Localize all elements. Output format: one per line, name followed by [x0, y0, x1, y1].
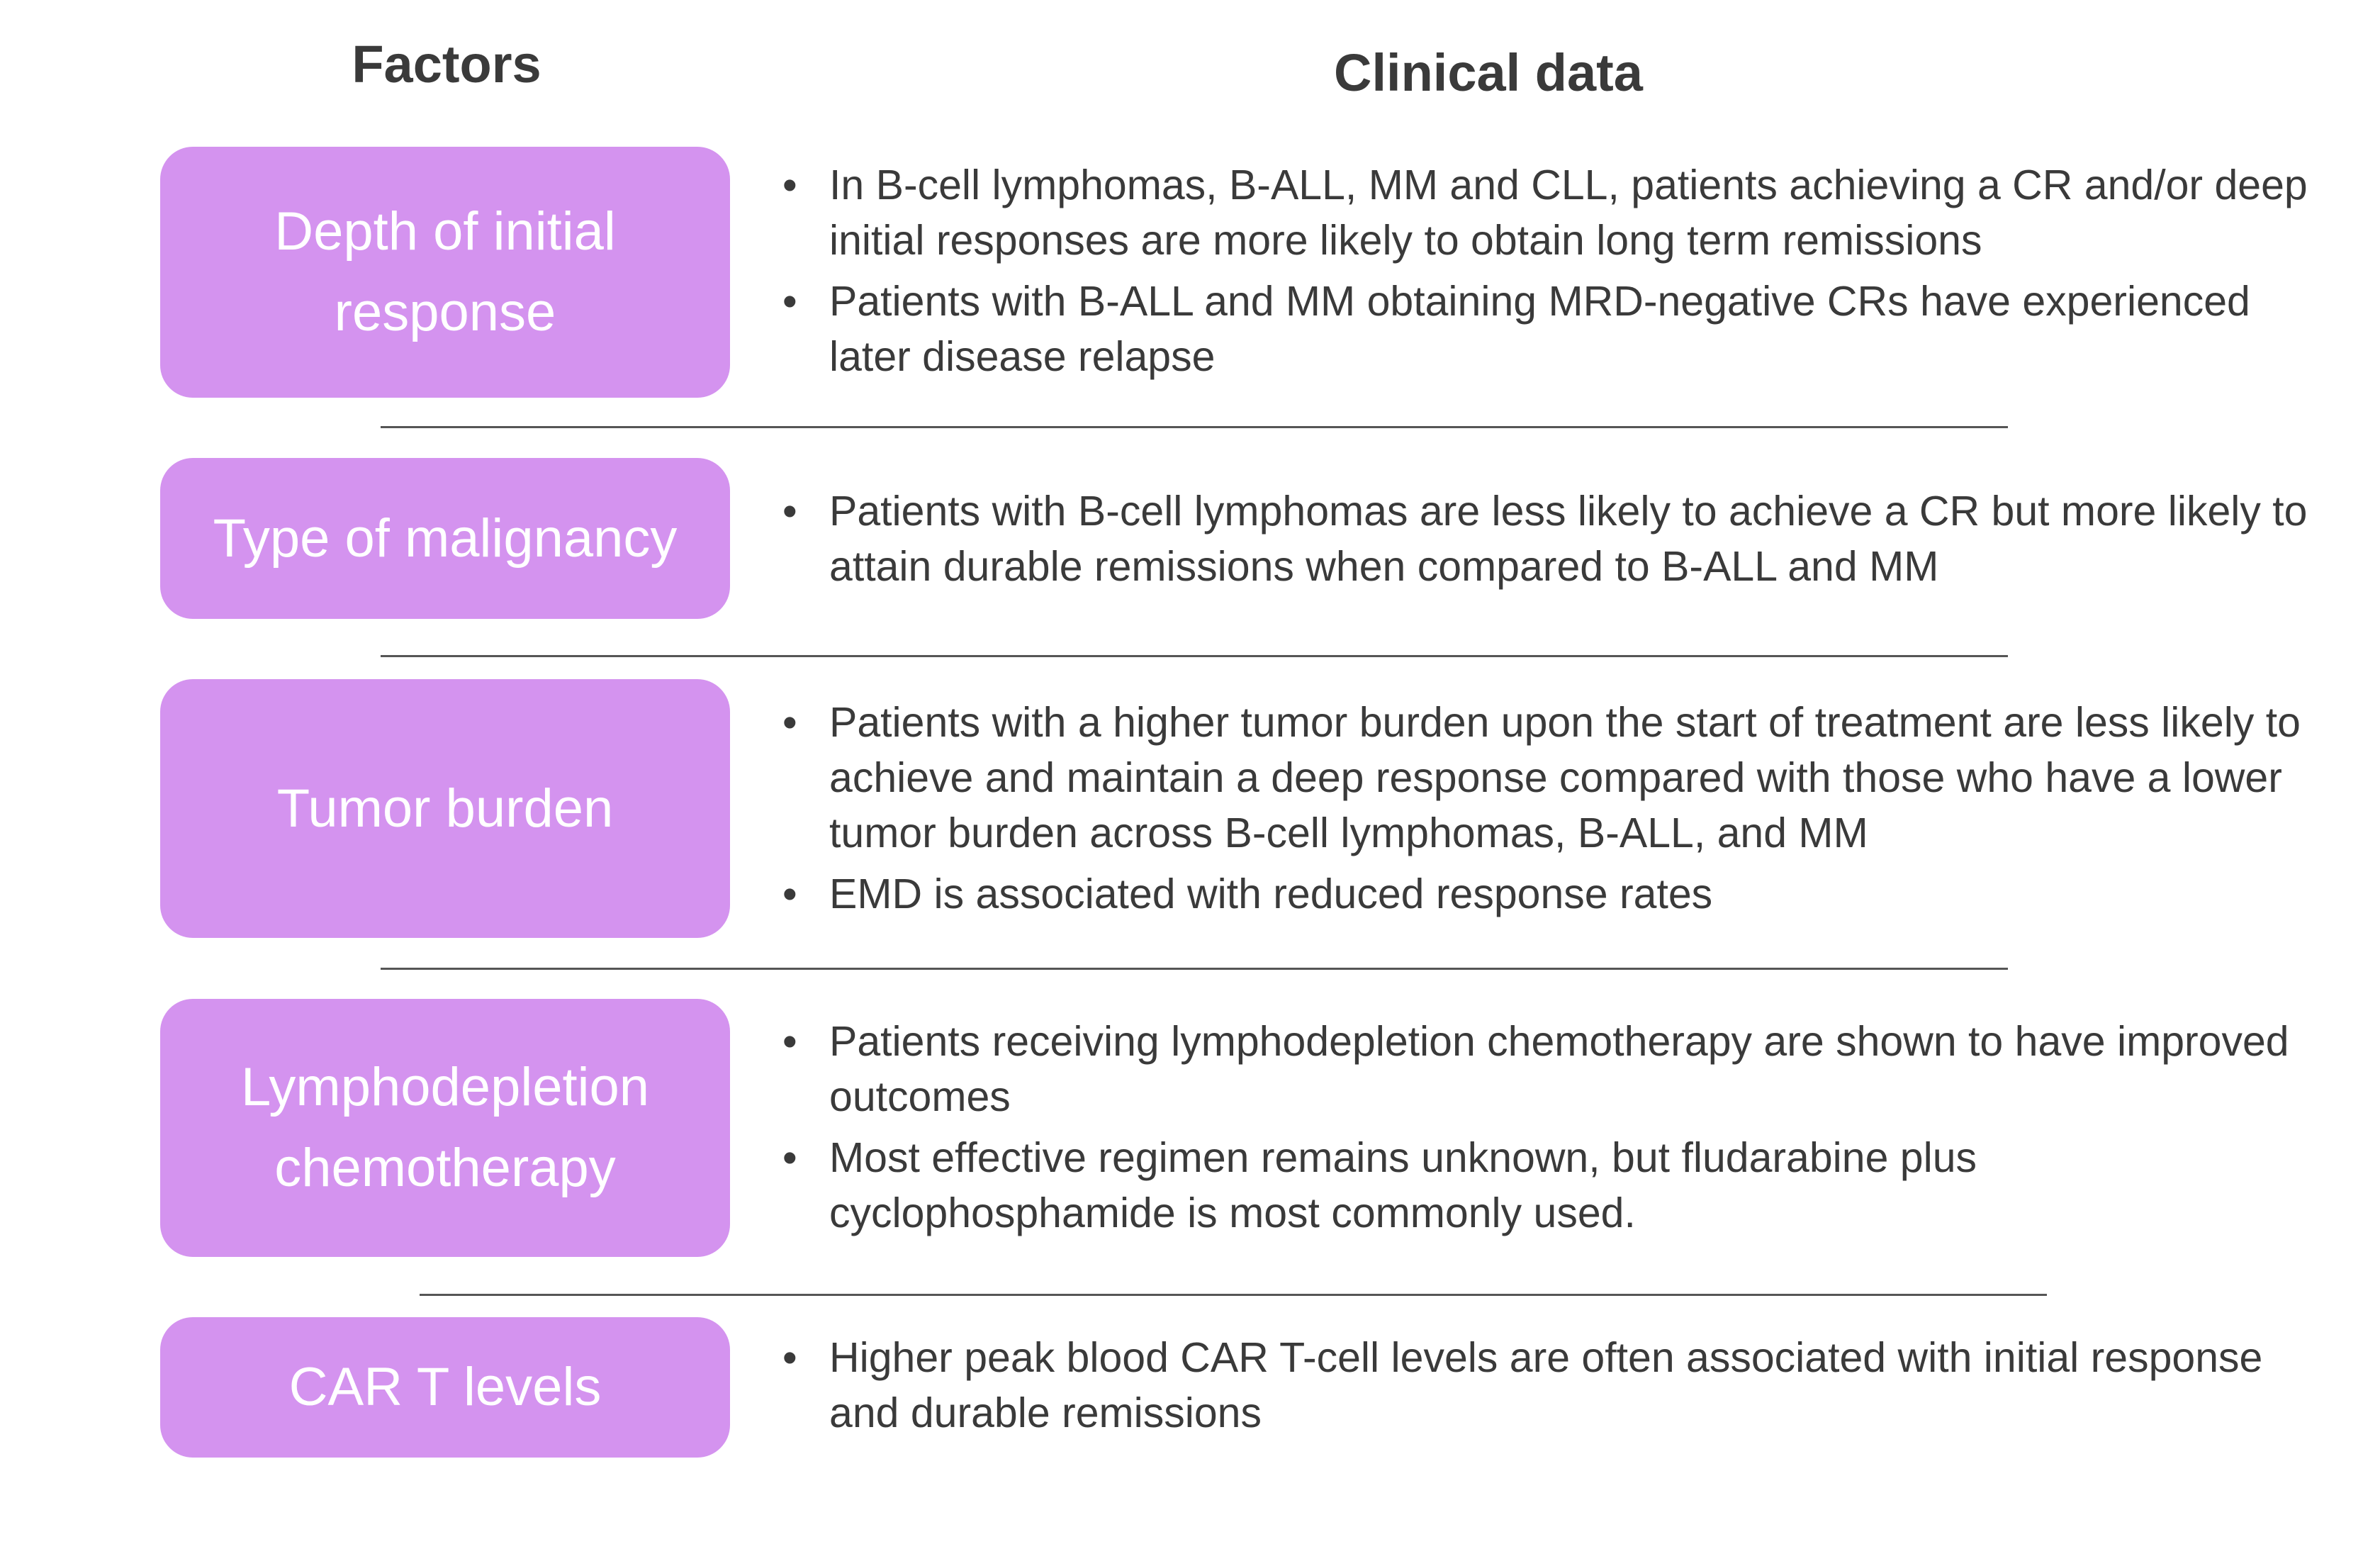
- bullet-icon: •: [782, 1334, 797, 1381]
- row-divider: [381, 655, 2008, 657]
- clinical-list-car-t-levels: [780, 1330, 2325, 1446]
- clinical-point: [780, 483, 2325, 594]
- clinical-data-header: Clinical data: [1334, 43, 1643, 102]
- bullet-icon: •: [782, 871, 797, 917]
- clinical-point: [780, 1130, 2325, 1241]
- clinical-point-text: Patients with B-ALL and MM obtaining MRD-negative CRs have experienced later disease relapse: [829, 278, 2250, 380]
- factor-label: Tumor burden: [276, 778, 614, 839]
- clinical-point-text: Patients receiving lymphodepletion chemotherapy are shown to have improved outcomes: [829, 1018, 2289, 1120]
- clinical-point-text: In B-cell lymphomas, B-ALL, MM and CLL, patients achieving a CR and/or deep initial responses are more likely to obtain long term remissions: [829, 162, 2308, 264]
- bullet-icon: •: [782, 162, 797, 208]
- factor-box-tumor-burden: [160, 679, 730, 938]
- factors-header: Factors: [352, 35, 541, 94]
- clinical-list-lymphodepletion-chemotherapy: [780, 1014, 2325, 1246]
- factor-label: Type of malignancy: [213, 508, 678, 569]
- factor-box-car-t-levels: [160, 1317, 730, 1458]
- clinical-list-tumor-burden: [780, 695, 2325, 927]
- clinical-point: [780, 274, 2325, 384]
- bullet-icon: •: [782, 1134, 797, 1181]
- row-divider: [420, 1294, 2047, 1296]
- bullet-icon: •: [782, 699, 797, 746]
- factor-label: Depth of initial response: [274, 201, 616, 342]
- factor-box-depth-of-initial-response: [160, 147, 730, 398]
- factor-label: CAR T levels: [288, 1357, 602, 1417]
- factor-box-type-of-malignancy: [160, 458, 730, 619]
- row-divider: [381, 426, 2008, 428]
- factor-label: Lymphodepletion chemotherapy: [240, 1057, 650, 1198]
- clinical-point: [780, 157, 2325, 268]
- clinical-point-text: Patients with a higher tumor burden upon the start of treatment are less likely to achieve and maintain a deep response compared with those who have a lower tumor burden across B-cell lymphomas, B-ALL, and MM: [829, 699, 2301, 856]
- bullet-icon: •: [782, 1018, 797, 1065]
- row-divider: [381, 968, 2008, 970]
- clinical-list-depth-of-initial-response: [780, 157, 2325, 390]
- clinical-point: [780, 866, 2325, 922]
- clinical-point: [780, 1330, 2325, 1441]
- clinical-point: [780, 695, 2325, 861]
- bullet-icon: •: [782, 278, 797, 325]
- factor-box-lymphodepletion-chemotherapy: [160, 999, 730, 1257]
- clinical-point-text: Patients with B-cell lymphomas are less likely to achieve a CR but more likely to attain durable remissions when compared to B-ALL and MM: [829, 488, 2308, 590]
- clinical-list-type-of-malignancy: [780, 483, 2325, 600]
- clinical-point-text: Higher peak blood CAR T-cell levels are often associated with initial response and durable remissions: [829, 1334, 2263, 1436]
- clinical-point-text: EMD is associated with reduced response rates: [829, 871, 1713, 917]
- clinical-point-text: Most effective regimen remains unknown, but fludarabine plus cyclophosphamide is most commonly used.: [829, 1134, 1977, 1236]
- bullet-icon: •: [782, 488, 797, 535]
- clinical-point: [780, 1014, 2325, 1124]
